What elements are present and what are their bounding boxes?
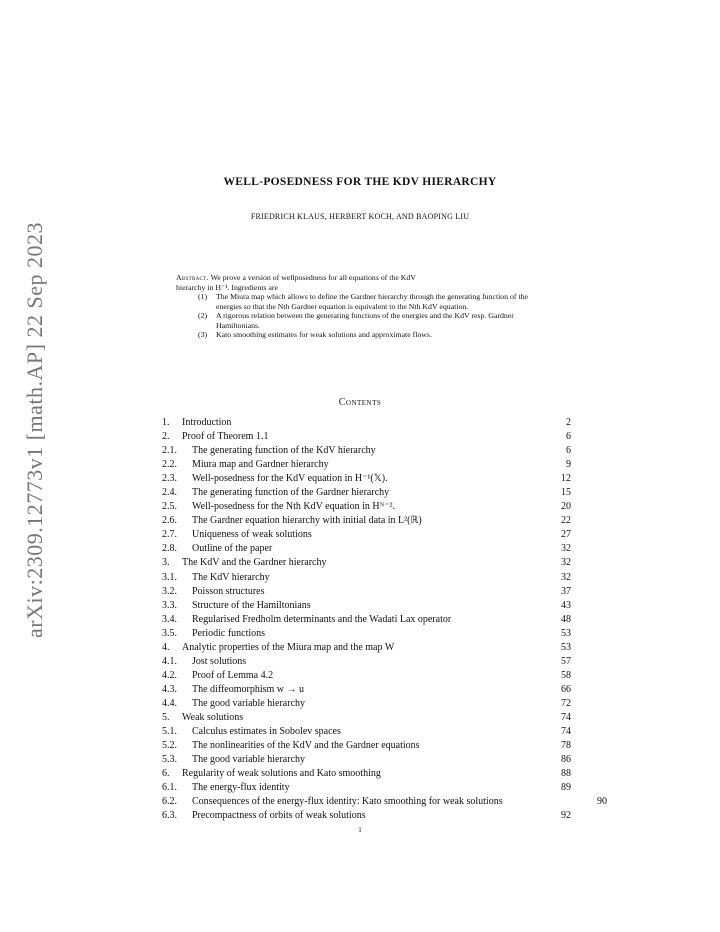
toc-entry[interactable] bbox=[162, 809, 577, 823]
toc-entry-page: 15 bbox=[561, 487, 571, 499]
toc-entry[interactable] bbox=[162, 444, 577, 458]
toc-entry-page: 74 bbox=[561, 711, 571, 723]
toc-entry-title: The generating function of the Gardner hierarchy bbox=[192, 487, 390, 499]
toc-entry-page: 58 bbox=[561, 669, 571, 681]
toc-entry-title: Poisson structures bbox=[192, 585, 265, 597]
toc-entry[interactable] bbox=[162, 795, 607, 809]
toc-entry-title: Outline of the paper bbox=[192, 543, 273, 555]
abstract-item-text: The Miura map which allows to define the Gardner hierarchy through the generating function of the energies so that the Nth Gardner equation is equivalent to the Nth KdV equation. bbox=[216, 292, 528, 311]
toc-entry-title: Introduction bbox=[182, 417, 232, 428]
toc-entry-number: 5.2. bbox=[162, 740, 177, 752]
toc-entry-title: The good variable hierarchy bbox=[192, 754, 306, 766]
toc-entry-number: 2.7. bbox=[162, 529, 177, 541]
toc-entry-page: 88 bbox=[561, 768, 571, 780]
toc-entry-number: 4. bbox=[162, 641, 170, 653]
toc-entry-number: 4.2. bbox=[162, 669, 177, 681]
toc-entry[interactable] bbox=[162, 556, 577, 570]
toc-entry-title: Structure of the Hamiltonians bbox=[192, 599, 311, 611]
toc-entry-number: 1. bbox=[162, 417, 170, 428]
toc-entry-title: The good variable hierarchy bbox=[192, 697, 306, 709]
toc-entry-page: 53 bbox=[561, 641, 571, 653]
toc-entry-page: 89 bbox=[561, 782, 571, 794]
arxiv-stamp-text: arXiv:2309.12773v1 [math.AP] 22 Sep 2023 bbox=[22, 222, 47, 638]
toc-entry-page: 53 bbox=[561, 627, 571, 639]
toc-entry[interactable] bbox=[162, 500, 577, 514]
toc-entry-title: The generating function of the KdV hierarchy bbox=[192, 445, 376, 457]
toc-entry[interactable] bbox=[162, 781, 577, 795]
toc-entry-page: 78 bbox=[561, 740, 571, 752]
abstract-intro bbox=[176, 273, 536, 283]
toc-entry-page: 37 bbox=[561, 585, 571, 597]
toc-entry-title: The nonlinearities of the KdV and the Gardner equations bbox=[192, 740, 420, 752]
abstract-item-number: (2) bbox=[198, 311, 208, 320]
abstract-list bbox=[176, 292, 536, 340]
toc-heading: Contents bbox=[338, 397, 382, 408]
toc-entry-title: The diffeomorphism w → u bbox=[192, 683, 305, 695]
toc-entry[interactable] bbox=[162, 627, 577, 641]
toc-entry-title: The KdV and the Gardner hierarchy bbox=[182, 557, 327, 569]
toc-entry-number: 5.3. bbox=[162, 754, 177, 766]
toc-entry-title: Proof of Theorem 1.1 bbox=[182, 431, 269, 443]
toc-entry-page: 72 bbox=[561, 697, 571, 709]
toc-entry-number: 3.5. bbox=[162, 627, 177, 639]
abstract-line-1: We prove a version of wellposedness for all equations of the KdV bbox=[210, 273, 416, 282]
toc-entry[interactable] bbox=[162, 613, 577, 627]
toc-entry[interactable] bbox=[162, 641, 577, 655]
toc-entry-page: 27 bbox=[561, 529, 571, 541]
toc-entry[interactable] bbox=[162, 472, 577, 486]
table-of-contents bbox=[162, 416, 607, 823]
toc-entry[interactable] bbox=[162, 416, 577, 430]
toc-entry[interactable] bbox=[162, 725, 577, 739]
toc-entry-number: 2. bbox=[162, 431, 170, 443]
toc-entry[interactable] bbox=[162, 528, 577, 542]
toc-entry-number: 2.8. bbox=[162, 543, 177, 555]
paper-authors: FRIEDRICH KLAUS, HERBERT KOCH, AND BAOPING LIU bbox=[250, 212, 470, 221]
toc-entry[interactable] bbox=[162, 585, 577, 599]
toc-entry-page: 6 bbox=[566, 431, 571, 443]
abstract-item bbox=[176, 330, 536, 340]
toc-entry-page: 9 bbox=[566, 459, 571, 471]
toc-entry[interactable] bbox=[162, 711, 577, 725]
abstract-item-number: (3) bbox=[198, 330, 208, 339]
toc-entry-number: 2.6. bbox=[162, 515, 177, 527]
toc-entry-page: 57 bbox=[561, 655, 571, 667]
toc-entry-page: 66 bbox=[561, 683, 571, 695]
arxiv-stamp bbox=[20, 210, 50, 650]
abstract-item-text: Kato smoothing estimates for weak solutions and approximate flows. bbox=[216, 330, 432, 339]
toc-entry-page: 86 bbox=[561, 754, 571, 766]
toc-entry-number: 3. bbox=[162, 557, 170, 569]
toc-entry-title: The Gardner equation hierarchy with initial data in L²(ℝ) bbox=[192, 515, 422, 527]
abstract-item-text: A rigorous relation between the generating functions of the energies and the KdV resp. Gardner Hamiltonians. bbox=[216, 311, 514, 330]
toc-entry[interactable] bbox=[162, 767, 577, 781]
toc-entry-number: 2.3. bbox=[162, 473, 177, 485]
toc-entry-title: Well-posedness for the Nth KdV equation in Hᴺ⁻². bbox=[192, 501, 395, 513]
toc-entry-page: 22 bbox=[561, 515, 571, 527]
paper-title: WELL-POSEDNESS FOR THE KDV HIERARCHY bbox=[223, 176, 497, 188]
toc-entry-number: 6.3. bbox=[162, 810, 177, 822]
toc-entry-page: 90 bbox=[597, 796, 607, 808]
toc-entry[interactable] bbox=[162, 683, 577, 697]
toc-entry-number: 6.2. bbox=[162, 796, 177, 808]
toc-entry-title: The KdV hierarchy bbox=[192, 571, 270, 583]
abstract bbox=[176, 273, 536, 340]
toc-entry-page: 12 bbox=[561, 473, 571, 485]
toc-entry-number: 6. bbox=[162, 768, 170, 780]
toc-entry-page: 43 bbox=[561, 599, 571, 611]
toc-entry-title: Calculus estimates in Sobolev spaces bbox=[192, 726, 341, 738]
toc-entry[interactable] bbox=[162, 571, 577, 585]
toc-entry-page: 74 bbox=[561, 726, 571, 738]
toc-entry-number: 4.3. bbox=[162, 683, 177, 695]
toc-entry-title: Uniqueness of weak solutions bbox=[192, 529, 312, 541]
toc-entry-title: Regularised Fredholm determinants and the Wadati Lax operator bbox=[192, 613, 452, 625]
toc-entry-page: 48 bbox=[561, 613, 571, 625]
toc-entry[interactable] bbox=[162, 739, 577, 753]
toc-entry-number: 4.1. bbox=[162, 655, 177, 667]
toc-entry-number: 2.1. bbox=[162, 445, 177, 457]
toc-entry[interactable] bbox=[162, 753, 577, 767]
toc-entry-title: Analytic properties of the Miura map and the map W bbox=[182, 641, 395, 653]
abstract-item-number: (1) bbox=[198, 292, 208, 301]
toc-entry-number: 5. bbox=[162, 711, 170, 723]
toc-entry[interactable] bbox=[162, 697, 577, 711]
toc-entry-title: Miura map and Gardner hierarchy bbox=[192, 459, 329, 471]
abstract-item bbox=[176, 311, 536, 330]
toc-entry-number: 4.4. bbox=[162, 697, 177, 709]
toc-entry[interactable] bbox=[162, 430, 577, 444]
toc-entry[interactable] bbox=[162, 669, 577, 683]
toc-entry[interactable] bbox=[162, 599, 577, 613]
toc-entry[interactable] bbox=[162, 542, 577, 556]
toc-entry-page: 32 bbox=[561, 543, 571, 555]
toc-entry-title: Jost solutions bbox=[192, 655, 247, 667]
toc-entry-page: 32 bbox=[561, 571, 571, 583]
toc-entry[interactable] bbox=[162, 655, 577, 669]
toc-entry-page: 6 bbox=[566, 445, 571, 457]
toc-entry-number: 2.4. bbox=[162, 487, 177, 499]
toc-entry-title: The energy-flux identity bbox=[192, 782, 290, 794]
toc-entry-number: 3.2. bbox=[162, 585, 177, 597]
toc-entry-title: Regularity of weak solutions and Kato smoothing bbox=[182, 768, 381, 780]
toc-entry-number: 5.1. bbox=[162, 726, 177, 738]
toc-entry-number: 3.1. bbox=[162, 571, 177, 583]
toc-entry-title: Proof of Lemma 4.2 bbox=[192, 669, 274, 681]
toc-entry-number: 2.2. bbox=[162, 459, 177, 471]
toc-entry-title: Precompactness of orbits of weak solutions bbox=[192, 810, 366, 822]
toc-entry-title: Weak solutions bbox=[182, 711, 244, 723]
page-number: 1 bbox=[358, 826, 362, 834]
toc-entry[interactable] bbox=[162, 486, 577, 500]
abstract-line-2: hierarchy in H⁻¹. Ingredients are bbox=[176, 282, 278, 292]
toc-entry-title: Consequences of the energy-flux identity: Kato smoothing for weak solutions bbox=[192, 796, 503, 808]
toc-entry-title: Well-posedness for the KdV equation in H⁻¹(𝕏). bbox=[192, 473, 388, 485]
toc-entry[interactable] bbox=[162, 514, 577, 528]
abstract-heading: Abstract. bbox=[176, 273, 209, 282]
toc-entry-number: 2.5. bbox=[162, 501, 177, 513]
toc-entry-page: 32 bbox=[561, 557, 571, 569]
toc-entry[interactable] bbox=[162, 458, 577, 472]
toc-entry-number: 3.3. bbox=[162, 599, 177, 611]
toc-entry-page: 92 bbox=[561, 810, 571, 822]
abstract-item bbox=[176, 292, 536, 311]
toc-entry-number: 6.1. bbox=[162, 782, 177, 794]
toc-entry-title: Periodic functions bbox=[192, 627, 266, 639]
toc-entry-number: 3.4. bbox=[162, 613, 177, 625]
toc-entry-page: 2 bbox=[566, 417, 571, 428]
toc-entry-page: 20 bbox=[561, 501, 571, 513]
